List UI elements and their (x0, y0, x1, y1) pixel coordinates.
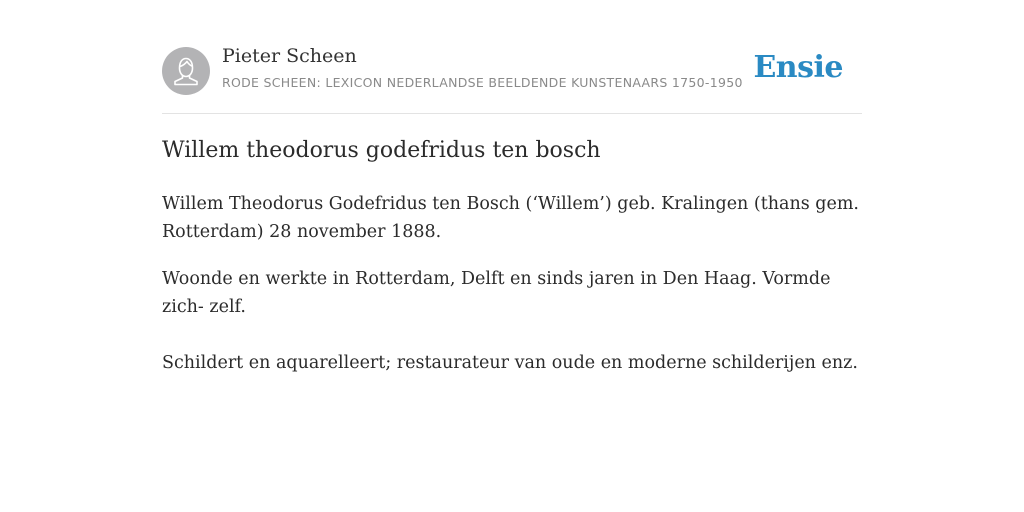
user-icon (162, 47, 210, 95)
article-title: Willem theodorus godefridus ten bosch (162, 138, 601, 163)
article-paragraph: Woonde en werkte in Rotterdam, Delft en sinds jaren in Den Haag. Vormde zich- zelf. (162, 269, 831, 317)
source-label[interactable]: RODE SCHEEN: LEXICON NEDERLANDSE BEELDENDE KUNSTENAARS 1750-1950 (222, 75, 743, 90)
article-paragraph: Schildert en aquarelleert; restaurateur van oude en moderne schilderijen enz. (162, 353, 858, 373)
ensie-logo[interactable]: Ensie (753, 50, 843, 85)
article-paragraph: Willem Theodorus Godefridus ten Bosch (‘Willem’) geb. Kralingen (thans gem. Rotterdam) 28 november 1888. (162, 194, 859, 242)
author-avatar[interactable] (162, 47, 210, 95)
article-header (162, 0, 862, 114)
article-card (162, 0, 862, 373)
author-name[interactable]: Pieter Scheen (222, 45, 357, 67)
